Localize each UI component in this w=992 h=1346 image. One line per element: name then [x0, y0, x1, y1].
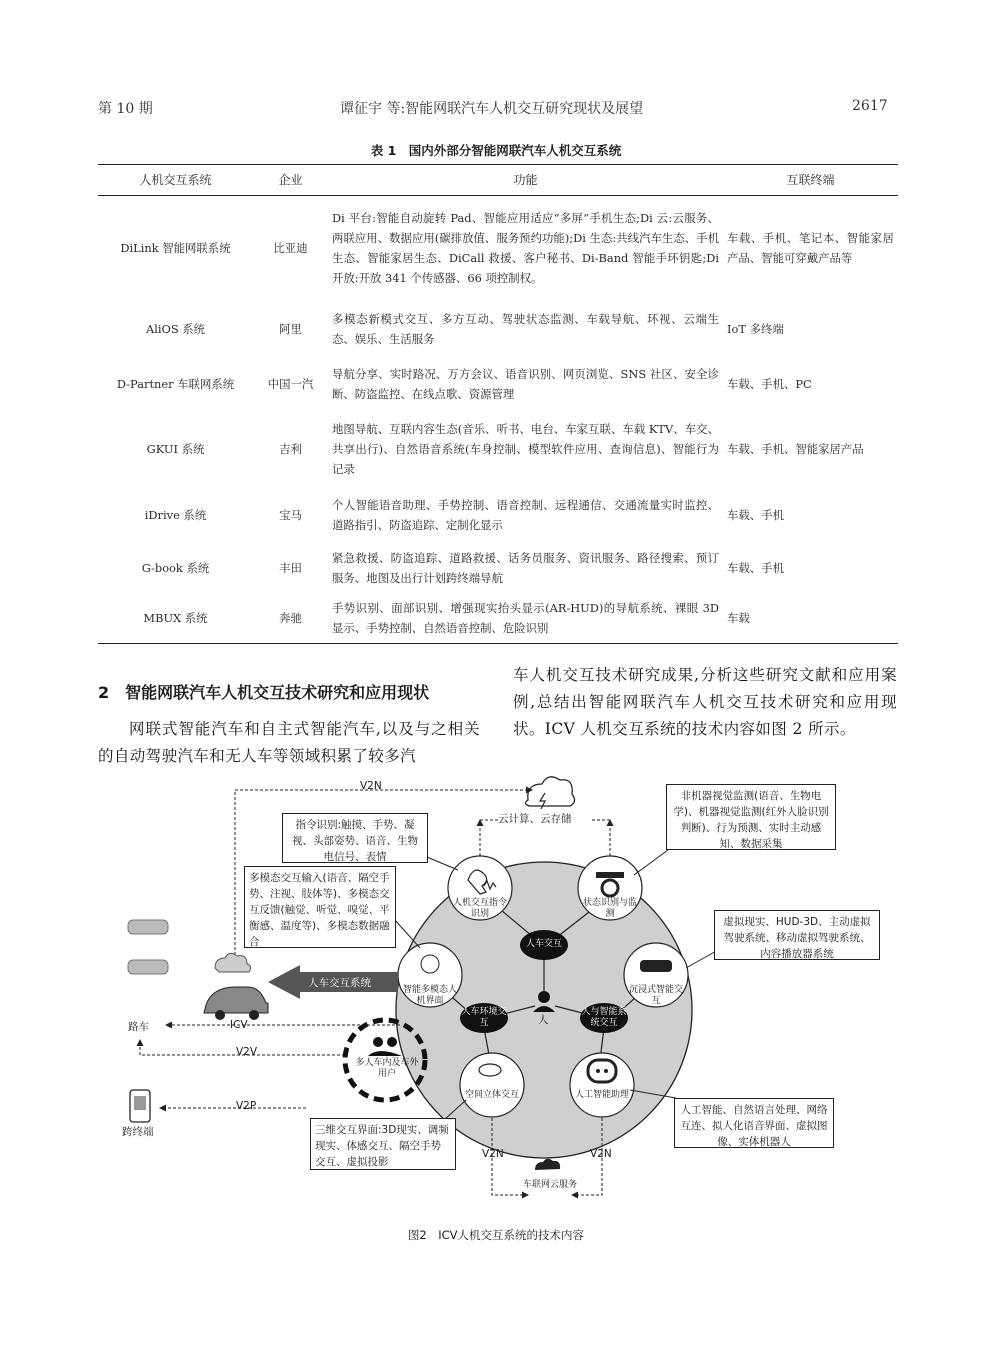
cell-function: Di 平台:智能自动旋转 Pad、智能应用适应“多屏”手机生态;Di 云:云服务、两联应用、数据应用(碳排放值、服务预约功能);Di 生态:共线汽车生态、手机生态、智能家居生态、DiCall 救援、客户秘书、Di-Band 智能手环钥匙;Di 开放:开放 341 个传感器、66 项控制权。 — [332, 210, 719, 285]
table-row — [98, 410, 898, 488]
multimodal-interaction-box: 多模态交互输入(语音、隔空手势、注视、肢体等)、多模态交互反馈(触觉、听觉、嗅觉、平衡感、温度等)、多模态数据融合 — [244, 866, 396, 948]
road-car-icon — [128, 960, 168, 974]
non-machine-vision-box: 非机器视觉监测(语音、生物电学)、机器视觉监测(红外人脸识别判断)、行为预测、实时主动感知、数据采集 — [666, 784, 836, 850]
cell-company: 阿里 — [279, 321, 302, 336]
issue-number: 第 10 期 — [98, 101, 153, 117]
table-caption: 表 1 国内外部分智能网联汽车人机交互系统 — [370, 143, 622, 158]
cell-terminal: 车载、手机 — [727, 560, 784, 575]
node-label-multimodal-ui: 智能多模态人机界面 — [402, 985, 457, 1006]
cell-system: GKUI 系统 — [146, 441, 205, 456]
table-row — [98, 488, 898, 542]
cell-function: 导航分享、实时路况、万方会议、语音识别、网页浏览、SNS 社区、安全诊断、防盗监控、在线点歌、资源管理 — [332, 366, 719, 401]
cell-system: iDrive 系统 — [144, 507, 207, 522]
column-header-function: 功能 — [328, 165, 723, 196]
cell-function: 个人智能语音助理、手势控制、语音控制、远程通信、交通流量实时监控、道路指引、防盗追踪、定制化显示 — [332, 497, 719, 532]
center-person-label: 人 — [538, 1014, 549, 1026]
cloud-service-label: 车联网云服务 — [522, 1180, 577, 1190]
v2v-label: V2V — [236, 1046, 258, 1058]
camera-bar-icon — [596, 872, 624, 878]
black-label-human-environment: 人车环境交互 — [461, 1007, 507, 1028]
cell-function: 手势识别、面部识别、增强现实抬头显示(AR-HUD)的导航系统、裸眼 3D 显示、手势控制、自然语音控制、危险识别 — [328, 594, 723, 644]
cell-function: 多模态新模式交互、多方互动、驾驶状态监测、车载导航、环视、云端生态、娱乐、生活服务 — [332, 311, 719, 346]
road-car-icon — [128, 920, 168, 934]
users-label: 多人车内及车外用户 — [355, 1058, 419, 1079]
virtual-reality-box: 虚拟现实、HUD-3D、主动虚拟驾驶系统、移动虚拟驾驶系统、内容播放器系统 — [714, 910, 880, 960]
vr-headset-icon — [640, 960, 672, 972]
table-row — [98, 542, 898, 594]
body-paragraph-left: 网联式智能汽车和自主式智能汽车,以及与之相关的自动驾驶汽车和无人车等领域积累了较多汽 — [98, 720, 480, 765]
figure-caption: 图2 ICV人机交互系统的技术内容 — [407, 1228, 585, 1242]
cell-company: 比亚迪 — [273, 240, 308, 255]
road-vehicle-label: 路车 — [128, 1021, 149, 1033]
users-icon — [368, 1051, 402, 1056]
cell-system: G-book 系统 — [141, 560, 210, 575]
table-row — [98, 358, 898, 410]
section-heading: 2 智能网联汽车人机交互技术研究和应用现状 — [98, 683, 430, 702]
service-cloud-icon — [535, 1159, 560, 1170]
node-label-ai-assistant: 人工智能助理 — [574, 1090, 629, 1100]
table-header-row — [98, 165, 898, 196]
hci-systems-table — [98, 164, 898, 644]
cell-function: 地图导航、互联内容生态(音乐、听书、电台、车家互联、车载 KTV、车交、共享出行)、自然语音系统(车身控制、模型软件应用、查询信息)、智能行为记录 — [332, 421, 719, 476]
cell-system: DiLink 智能网联系统 — [120, 240, 231, 255]
cell-company: 中国一汽 — [267, 376, 314, 391]
cell-system: AliOS 系统 — [145, 321, 206, 336]
node-ai-assistant — [570, 1053, 634, 1117]
column-header-terminal: 互联终端 — [723, 165, 898, 196]
3d-interface-box: 三维交互界面:3D现实、调频现实、体感交互、隔空手势交互、虚拟投影 — [310, 1118, 456, 1170]
command-recognition-box: 指令识别:触摸、手势、凝视、头部姿势、语音、生物电信号、表情 — [282, 813, 428, 863]
cell-system: MBUX 系统 — [98, 594, 253, 644]
cell-terminal: 车载、手机、智能家居产品 — [727, 441, 864, 456]
node-label-spatial: 空间立体交互 — [464, 1090, 519, 1100]
column-header-system: 人机交互系统 — [98, 165, 253, 196]
node-spatial — [460, 1053, 524, 1117]
terminal-label: 跨终端 — [122, 1126, 154, 1138]
cell-company: 丰田 — [279, 560, 302, 575]
cell-function: 紧急救援、防盗追踪、道路救援、话务员服务、资讯服务、路径搜索、预订服务、地图及出行计划跨终端导航 — [332, 550, 719, 585]
cell-system: D-Partner 车联网系统 — [116, 376, 235, 391]
ai-techniques-box: 人工智能、自然语言处理、网络互连、拟人化语音界面、虚拟图像、实体机器人 — [674, 1098, 834, 1148]
cell-terminal: IoT 多终端 — [727, 321, 784, 336]
hci-arrow-label: 人车交互系统 — [308, 977, 371, 989]
camera-lens-icon — [602, 880, 618, 896]
page-number: 2617 — [852, 98, 888, 114]
person-icon — [538, 991, 550, 1003]
cell-company: 吉利 — [279, 441, 302, 456]
cell-terminal: 车载、手机、笔记本、智能家居产品、智能可穿戴产品等 — [727, 230, 894, 265]
node-label-hci-command: 人机交互指令识别 — [452, 898, 507, 919]
v2n-right-label: V2N — [590, 1148, 612, 1160]
icv-car-icon — [204, 987, 268, 1013]
table-row — [98, 196, 898, 300]
cell-terminal: 车载、手机、PC — [727, 376, 812, 391]
body-paragraph-right: 车人机交互技术研究成果,分析这些研究文献和应用案例,总结出智能网联汽车人机交互技术研究和应用现状。ICV 人机交互系统的技术内容如图 2 所示。 — [513, 666, 897, 738]
cloud-icon — [525, 777, 574, 806]
table-row — [98, 300, 898, 358]
cell-terminal: 车载 — [723, 594, 898, 644]
cell-company: 宝马 — [279, 507, 302, 522]
node-label-state: 状态识别与监测 — [582, 898, 637, 919]
v2n-left-label: V2N — [482, 1148, 504, 1160]
cell-terminal: 车载、手机 — [727, 507, 784, 522]
v2n-top-label: V2N — [360, 780, 382, 792]
cell-company: 奔驰 — [253, 594, 328, 644]
cloud-label: 云计算、云存储 — [498, 813, 572, 825]
table-row — [98, 594, 898, 644]
v2p-label: V2P — [236, 1100, 257, 1112]
black-label-human-intelligent: 人与智能系统交互 — [581, 1007, 627, 1028]
icv-label: ICV — [230, 1019, 248, 1031]
black-label-human-vehicle: 人车交互 — [525, 939, 562, 949]
node-label-immersive: 沉浸式智能交互 — [628, 985, 683, 1006]
column-header-company: 企业 — [253, 165, 328, 196]
running-title: 谭征宇 等:智能网联汽车人机交互研究现状及展望 — [340, 101, 644, 117]
